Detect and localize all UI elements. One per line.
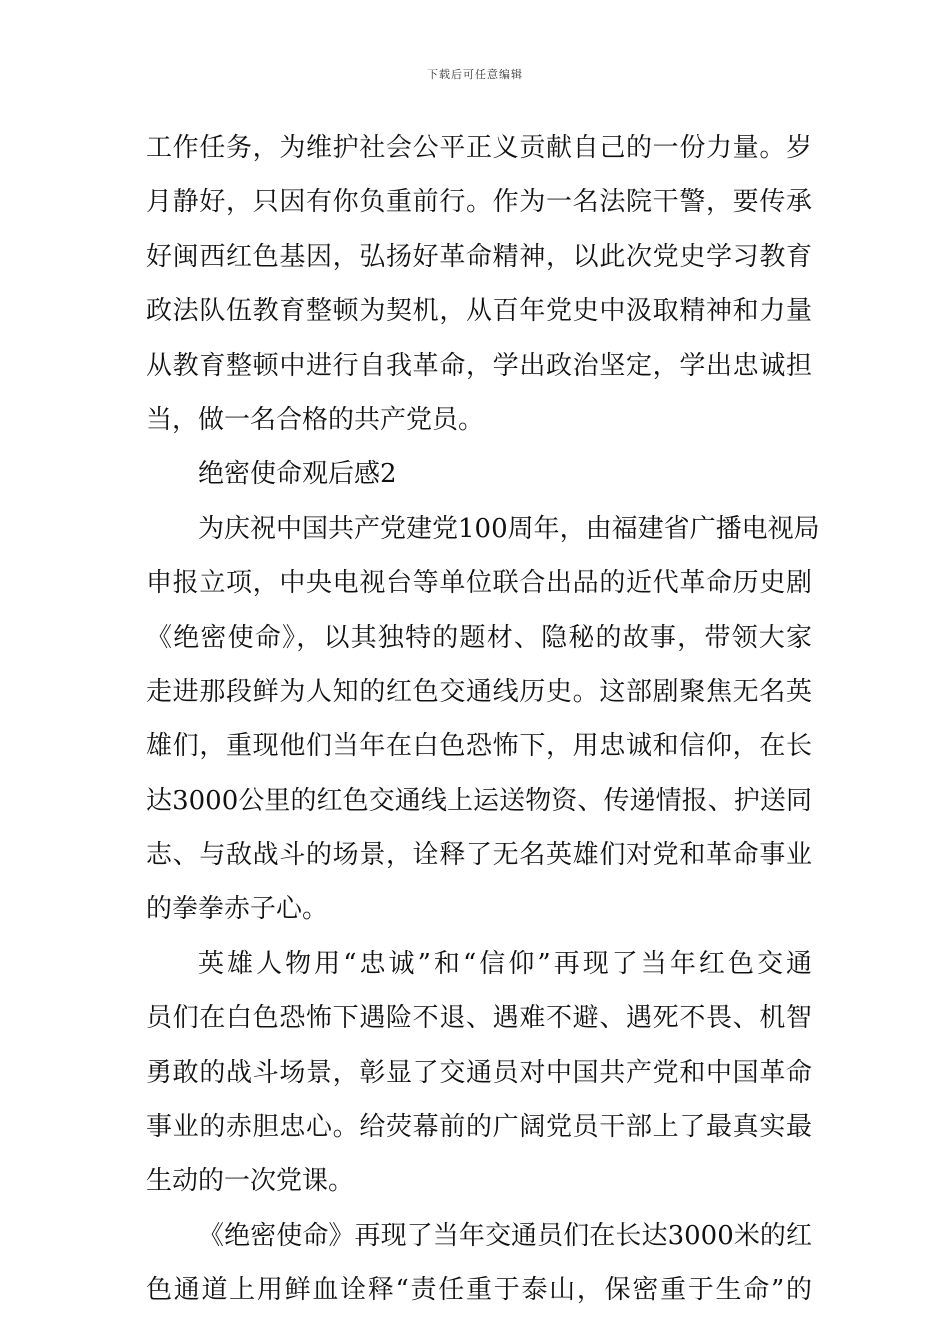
text-line: 雄们，重现他们当年在白色恐怖下，用忠诚和信仰，在长 bbox=[146, 731, 812, 762]
text-line: 政法队伍教育整顿为契机，从百年党史中汲取精神和力量 bbox=[146, 296, 812, 327]
text-line: 好闽西红色基因，弘扬好革命精神，以此次党史学习教育 bbox=[146, 241, 812, 272]
text-line: 《绝密使命》，以其独特的题材、隐秘的故事，带领大家 bbox=[146, 622, 812, 653]
text-line: 事业的赤胆忠心。给荧幕前的广阔党员干部上了最真实最 bbox=[146, 1112, 812, 1143]
text-line: 达3000公里的红色交通线上运送物资、传递情报、护送同 bbox=[146, 785, 812, 816]
text-line: 生动的一次党课。 bbox=[146, 1166, 355, 1197]
text-line: 工作任务，为维护社会公平正义贡献自己的一份力量。岁 bbox=[146, 133, 812, 163]
text-line: 的拳拳赤子心。 bbox=[146, 894, 329, 925]
download-note: 下载后可任意编辑 bbox=[427, 68, 523, 81]
text-line: 从教育整顿中进行自我革命，学出政治坚定，学出忠诚担 bbox=[146, 350, 812, 381]
section-title: 绝密使命观后感2 bbox=[198, 459, 397, 490]
text-line: 英雄人物用“忠诚”和“信仰”再现了当年红色交通 bbox=[198, 948, 812, 979]
text-line: 《绝密使命》再现了当年交通员们在长达3000米的红 bbox=[198, 1220, 812, 1251]
text-line: 员们在白色恐怖下遇险不退、遇难不避、遇死不畏、机智 bbox=[146, 1003, 812, 1034]
text-line: 申报立项，中央电视台等单位联合出品的近代革命历史剧 bbox=[146, 568, 812, 599]
text-line: 走进那段鲜为人知的红色交通线历史。这部剧聚焦无名英 bbox=[146, 676, 812, 707]
text-line: 月静好，只因有你负重前行。作为一名法院干警，要传承 bbox=[146, 187, 812, 218]
document-body bbox=[146, 130, 820, 1327]
text-line: 为庆祝中国共产党建党100周年，由福建省广播电视局 bbox=[198, 513, 820, 544]
text-line: 色通道上用鲜血诠释“责任重于泰山，保密重于生命”的 bbox=[146, 1275, 812, 1306]
text-line: 勇敢的战斗场景，彰显了交通员对中国共产党和中国革命 bbox=[146, 1057, 812, 1088]
text-line: 志、与敌战斗的场景，诠释了无名英雄们对党和革命事业 bbox=[146, 840, 812, 871]
text-line: 当，做一名合格的共产党员。 bbox=[146, 404, 485, 435]
